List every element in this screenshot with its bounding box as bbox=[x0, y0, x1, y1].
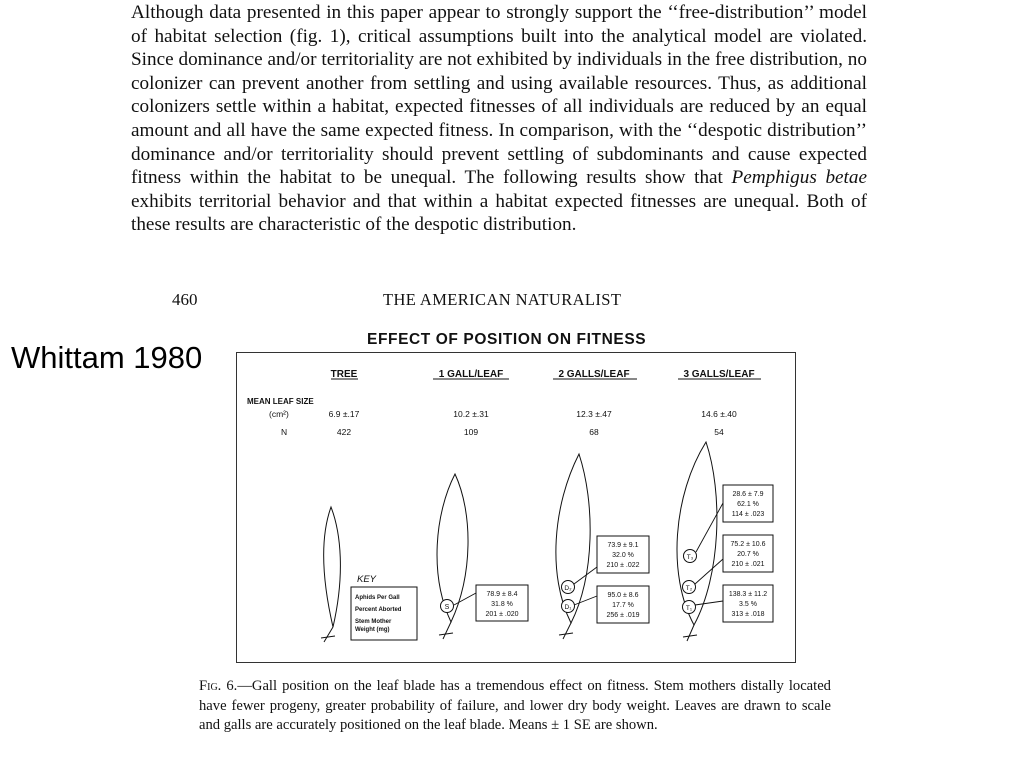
svg-text:313 ± .018: 313 ± .018 bbox=[731, 611, 765, 618]
svg-text:S: S bbox=[444, 604, 450, 611]
svg-text:T₁: T₁ bbox=[685, 605, 693, 612]
figure-title: EFFECT OF POSITION ON FITNESS bbox=[367, 331, 647, 348]
page-number: 460 bbox=[172, 290, 198, 309]
key-legend bbox=[351, 574, 417, 640]
journal-running-head: THE AMERICAN NATURALIST bbox=[383, 290, 622, 309]
body-paragraph bbox=[131, 1, 867, 282]
column-header-3-galls: 3 GALLS/LEAF bbox=[683, 369, 755, 380]
n-2-galls: 68 bbox=[589, 427, 599, 437]
svg-text:20.7 %: 20.7 % bbox=[737, 551, 759, 558]
column-header-1-gall: 1 GALL/LEAF bbox=[438, 369, 504, 380]
svg-text:95.0 ± 8.6: 95.0 ± 8.6 bbox=[607, 592, 639, 599]
species-name: Pemphigus betae bbox=[731, 167, 867, 189]
figure-caption bbox=[199, 677, 831, 736]
svg-text:138.3 ± 11.2: 138.3 ± 11.2 bbox=[728, 591, 768, 598]
n-tree: 422 bbox=[336, 427, 352, 437]
leaf-drawing-tree bbox=[321, 507, 340, 642]
n-1-gall: 109 bbox=[463, 427, 479, 437]
paragraph-text-part1: Although data presented in this paper appear to strongly support the ‘‘free-distribution’’ model of habitat selection (fig. 1), critical assumptions built into the analytical model are violated. Since dominance and/or territoriality are not exhibited by individuals in the free distribution, no colonizer can prevent another from settling and using available resources. Thus, as additional colonizers settle within a habitat, expected fitnesses of all individuals are reduced by an equal amount and all have the same expected fitness. In comparison, with the ‘‘despotic distribution’’ dominance and/or territoriality should prevent settling of subdominants and cause expected fitness within the habitat to be unequal. The following results show that bbox=[131, 2, 867, 189]
row-header-n: N bbox=[281, 427, 288, 437]
svg-text:D₂: D₂ bbox=[564, 585, 572, 592]
svg-text:62.1 %: 62.1 % bbox=[737, 501, 759, 508]
caption-text: —Gall position on the leaf blade has a tremendous effect on fitness. Stem mothers distally located have fewer progeny, greater probability of failure, and lower dry body weight. Leaves are drawn to scale and galls are accurately positioned on the leaf blade. Means ± 1 SE are shown. bbox=[199, 678, 831, 734]
figure-panel bbox=[236, 352, 796, 663]
key-line-3: Stem Mother bbox=[355, 619, 392, 625]
paragraph-text-part2: exhibits territorial behavior and that within a habitat expected fitnesses are unequal. Both of these results are characteristic of the despotic distribution. bbox=[131, 190, 867, 236]
svg-text:28.6 ± 7.9: 28.6 ± 7.9 bbox=[732, 491, 764, 498]
leaf-size-1-gall: 10.2 ±.31 bbox=[453, 409, 489, 419]
leaf-drawing-3-galls bbox=[677, 442, 773, 641]
n-3-galls: 54 bbox=[714, 427, 724, 437]
row-header-leaf-size: MEAN LEAF SIZE bbox=[247, 397, 314, 406]
leaf-drawing-1-gall bbox=[437, 474, 528, 639]
svg-text:T₃: T₃ bbox=[686, 554, 694, 561]
svg-text:256 ± .019: 256 ± .019 bbox=[606, 612, 640, 619]
row-header-units: (cm²) bbox=[269, 409, 289, 419]
column-header-2-galls: 2 GALLS/LEAF bbox=[558, 369, 630, 380]
svg-text:210 ± .021: 210 ± .021 bbox=[731, 561, 765, 568]
svg-text:75.2 ± 10.6: 75.2 ± 10.6 bbox=[730, 541, 766, 548]
svg-text:32.0 %: 32.0 % bbox=[612, 552, 634, 559]
svg-text:D₁: D₁ bbox=[564, 604, 572, 611]
svg-text:114 ± .023: 114 ± .023 bbox=[731, 511, 765, 518]
svg-text:17.7 %: 17.7 % bbox=[612, 602, 634, 609]
svg-text:73.9 ± 9.1: 73.9 ± 9.1 bbox=[607, 542, 639, 549]
leaf-size-2-galls: 12.3 ±.47 bbox=[576, 409, 612, 419]
column-header-tree: TREE bbox=[330, 369, 358, 380]
leaf-drawing-2-galls bbox=[556, 454, 649, 639]
svg-text:78.9 ± 8.4: 78.9 ± 8.4 bbox=[486, 591, 518, 598]
svg-text:201 ± .020: 201 ± .020 bbox=[485, 611, 519, 618]
svg-text:3.5 %: 3.5 % bbox=[739, 601, 757, 608]
caption-label: Fig. 6. bbox=[199, 678, 238, 694]
svg-text:210 ± .022: 210 ± .022 bbox=[606, 562, 640, 569]
key-line-4: Weight (mg) bbox=[355, 627, 390, 633]
svg-text:31.8 %: 31.8 % bbox=[491, 601, 513, 608]
key-line-1: Aphids Per Gall bbox=[355, 595, 400, 601]
svg-text:T₂: T₂ bbox=[685, 585, 693, 592]
citation-label: Whittam 1980 bbox=[11, 340, 203, 375]
leaf-size-3-galls: 14.6 ±.40 bbox=[701, 409, 737, 419]
key-line-2: Percent Aborted bbox=[355, 607, 402, 613]
key-title: KEY bbox=[357, 574, 377, 585]
figure-drawing bbox=[237, 353, 795, 662]
leaf-size-tree: 6.9 ±.17 bbox=[328, 409, 360, 419]
